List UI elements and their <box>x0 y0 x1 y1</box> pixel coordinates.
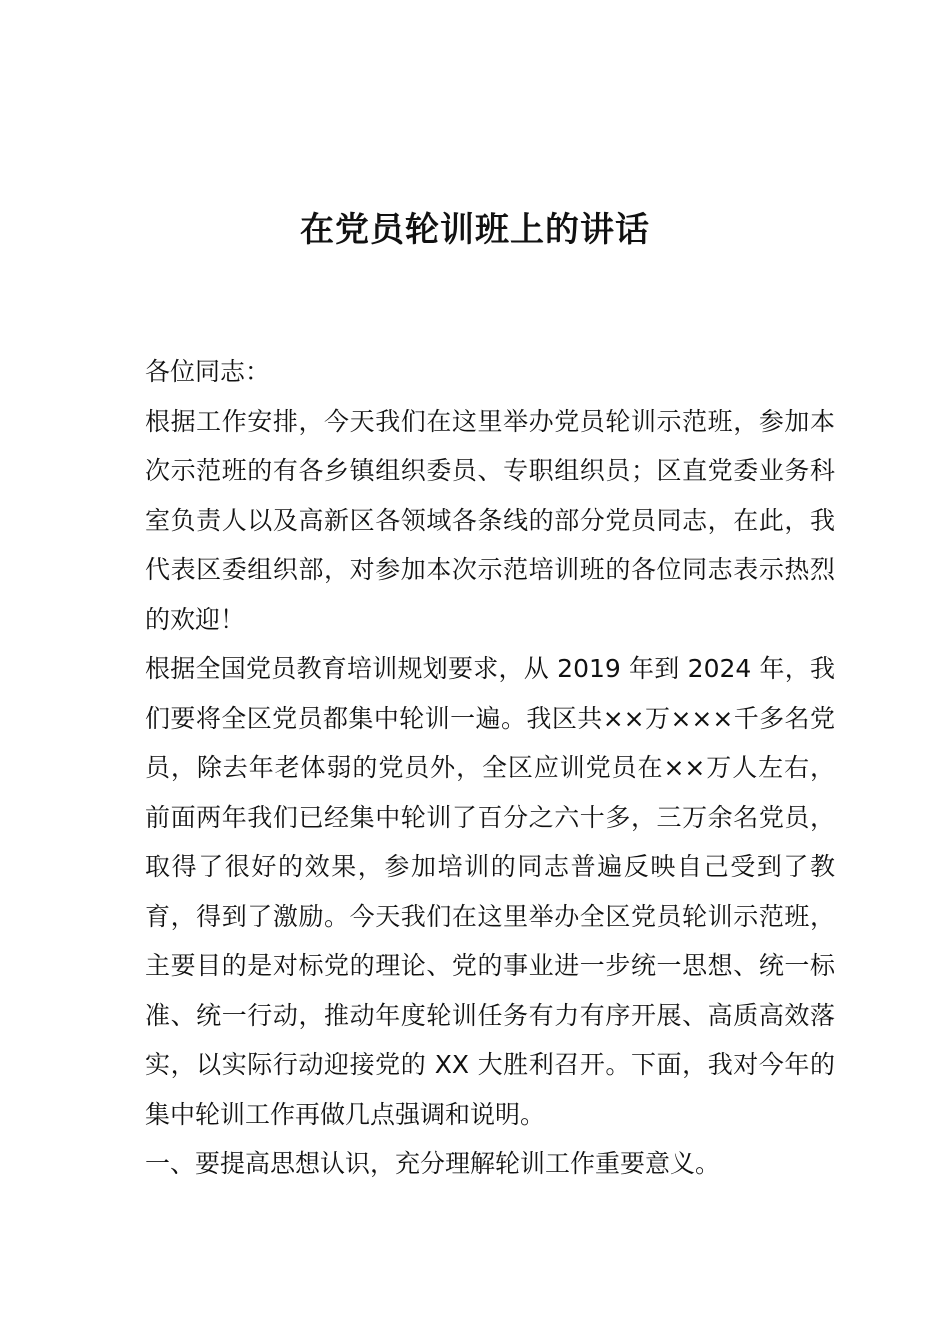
paragraph-training-plan: 根据全国党员教育培训规划要求，从 2019 年到 2024 年，我们要将全区党员都集中轮训一遍。我区共××万×××千多名党员，除去年老体弱的党员外，全区应训党员在××万人左右，前面两年我们已经集中轮训了百分之六十多，三万余名党员，取得了很好的效果，参加培训的同志普遍反映自己受到了教育，得到了激励。今天我们在这里举办全区党员轮训示范班，主要目的是对标党的理论、党的事业进一步统一思想、统一标准、统一行动，推动年度轮训任务有力有序开展、高质高效落实，以实际行动迎接党的 XX 大胜利召开。下面，我对今年的集中轮训工作再做几点强调和说明。 <box>145 654 835 1129</box>
document-title: 在党员轮训班上的讲话 <box>300 210 650 250</box>
section-heading: 一、要提高思想认识，充分理解轮训工作重要意义。 <box>145 1149 721 1178</box>
salutation: 各位同志： <box>145 357 271 386</box>
document-body <box>145 347 835 1189</box>
paragraph-intro: 根据工作安排，今天我们在这里举办党员轮训示范班，参加本次示范班的有各乡镇组织委员、专职组织员；区直党委业务科室负责人以及高新区各领域各条线的部分党员同志，在此，我代表区委组织部，对参加本次示范培训班的各位同志表示热烈的欢迎！ <box>145 406 835 634</box>
